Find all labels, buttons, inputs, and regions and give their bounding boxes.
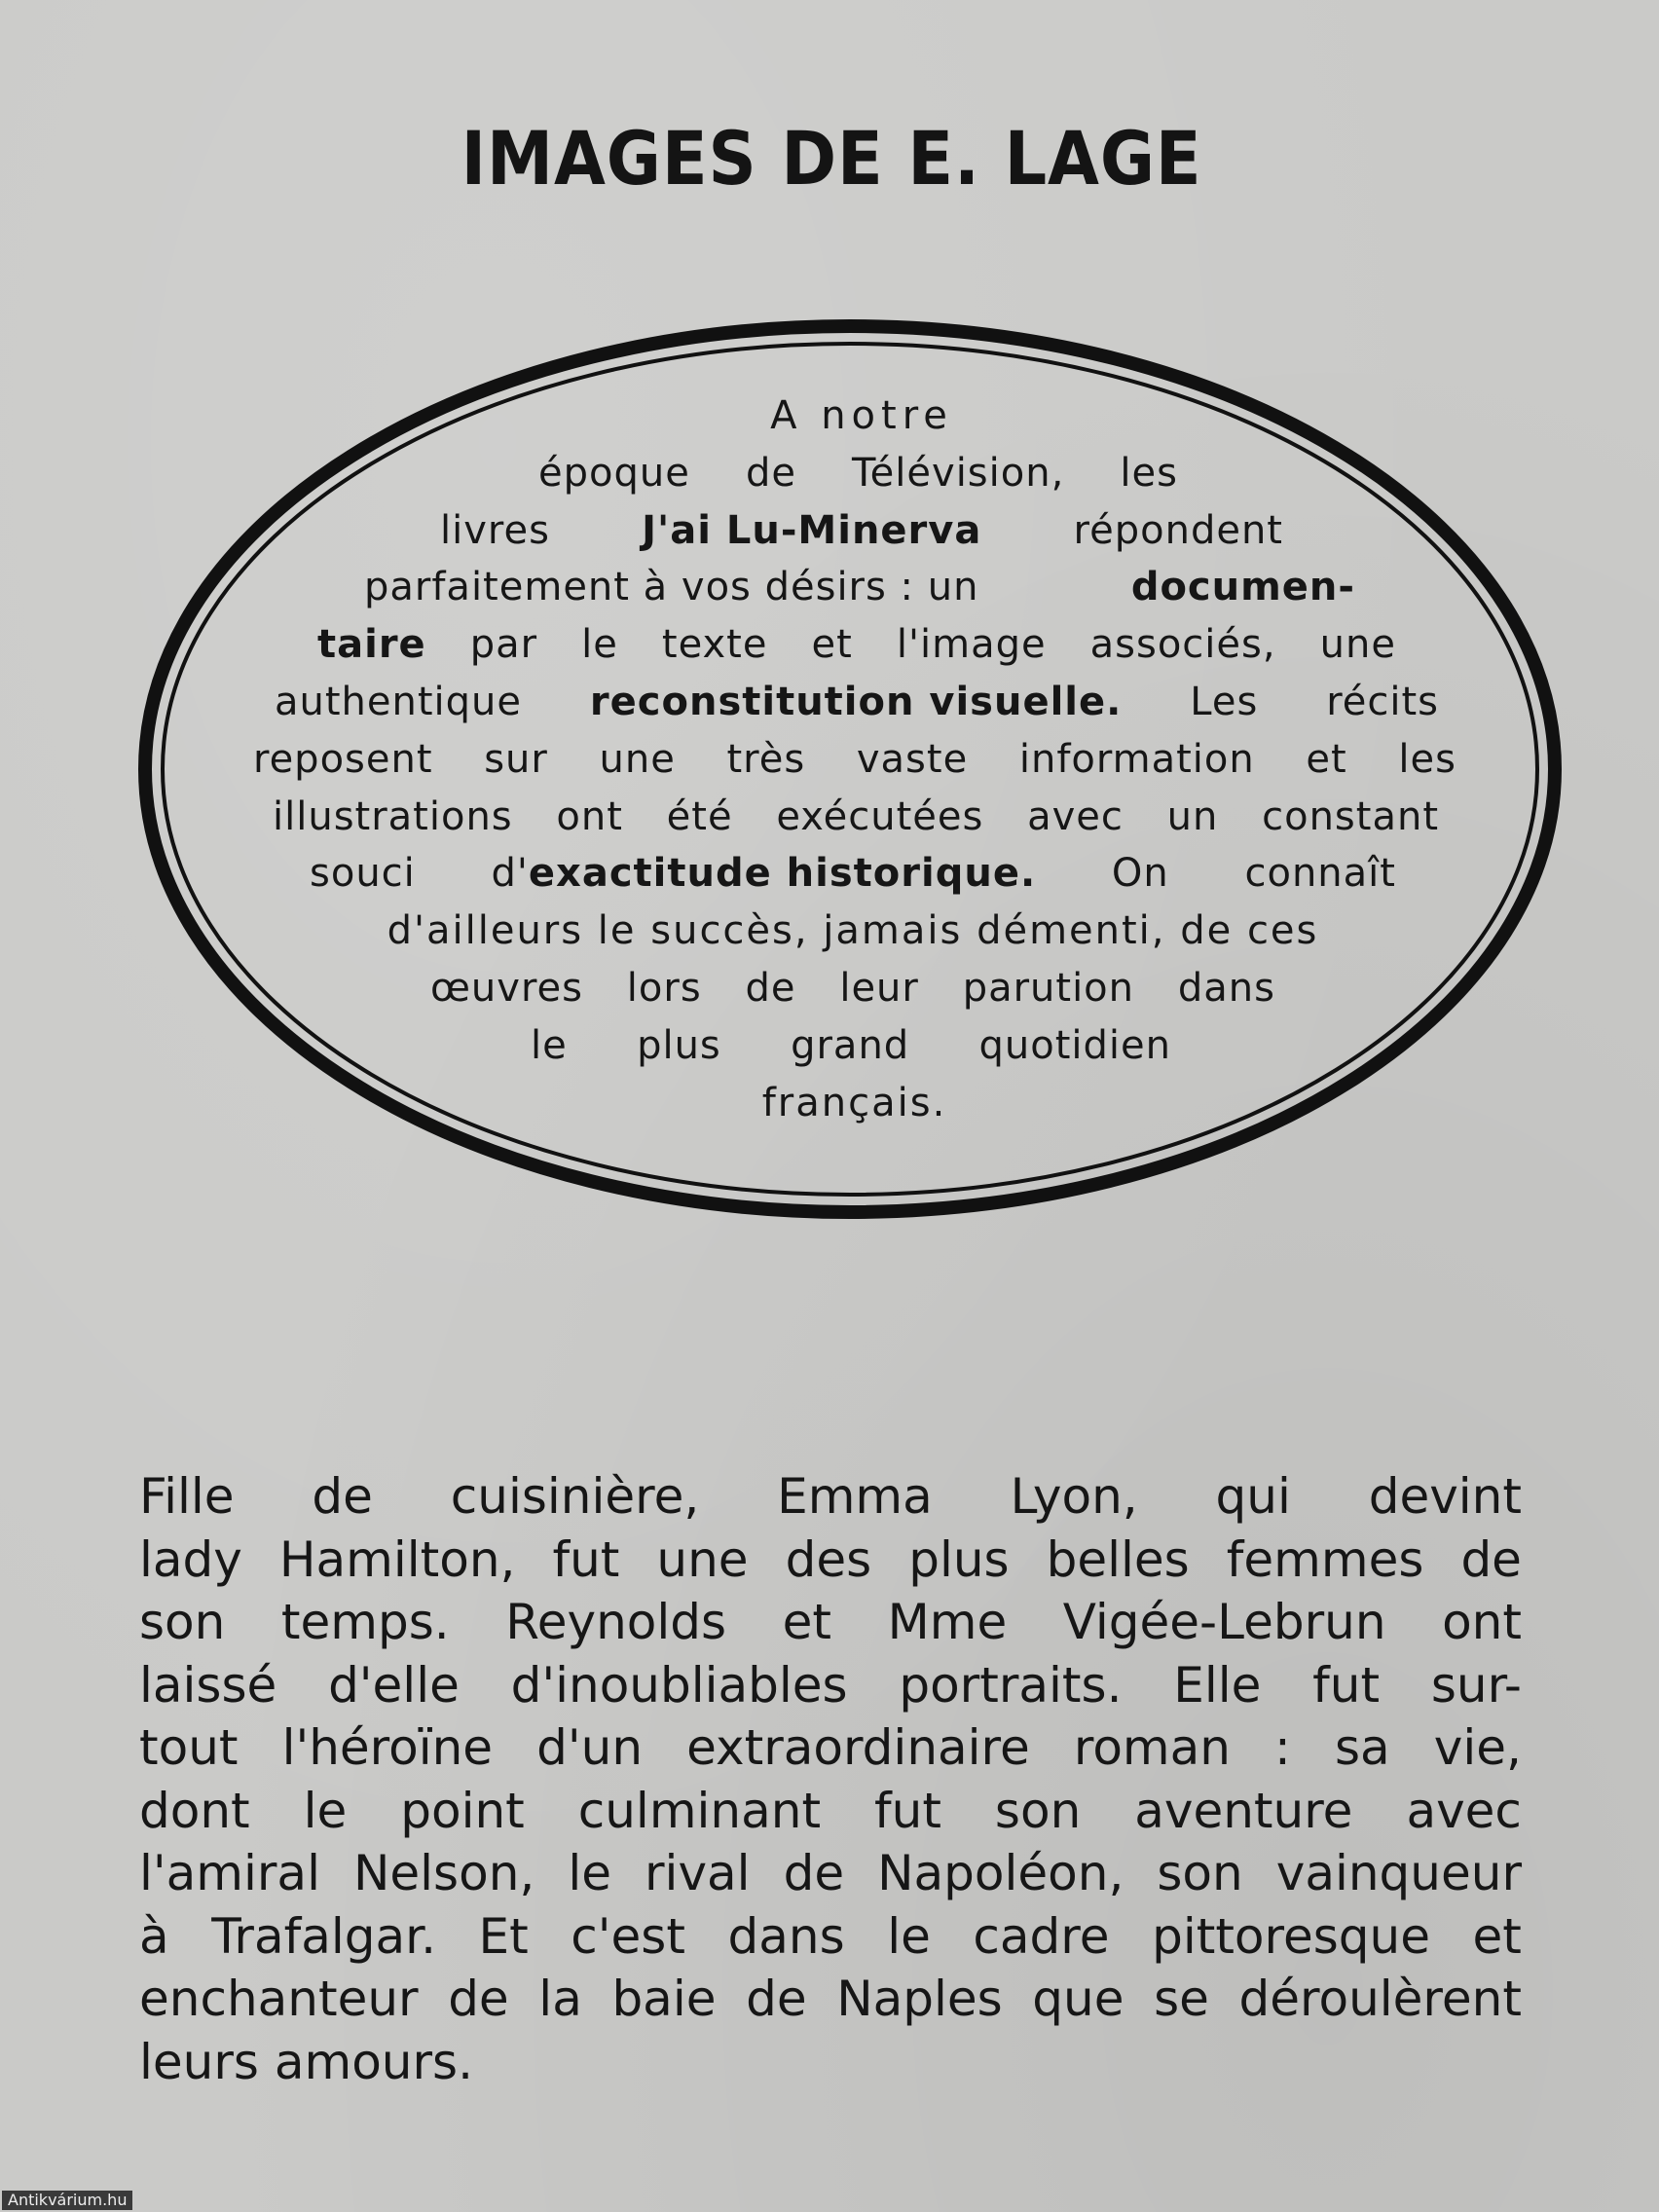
word: Emma: [777, 1468, 933, 1525]
description-line: [139, 1905, 1522, 1969]
word: Reynolds: [505, 1594, 727, 1650]
word: illustrations: [273, 793, 513, 839]
word: portraits.: [899, 1656, 1123, 1714]
word: J'ai Lu-Minerva: [642, 507, 982, 553]
word: point: [400, 1782, 525, 1839]
word: culminant: [577, 1782, 822, 1839]
word: se: [1154, 1971, 1209, 2027]
word: d'ailleurs le succès, jamais démenti, de ces: [387, 908, 1319, 954]
word: lors: [626, 966, 702, 1011]
word: belles: [1046, 1530, 1190, 1588]
word: Fille: [139, 1468, 235, 1525]
description-line: [139, 1465, 1522, 1529]
word: été: [666, 793, 733, 839]
oval-line: [273, 789, 1439, 845]
word: une: [599, 736, 676, 782]
word: grand: [791, 1022, 910, 1068]
word: plus: [908, 1530, 1010, 1588]
word: information: [1018, 736, 1255, 782]
word: livres: [440, 507, 550, 553]
word: associés,: [1089, 622, 1276, 668]
word: l'amiral: [139, 1845, 320, 1901]
word: de: [746, 1971, 807, 2027]
word: par: [469, 622, 538, 668]
word: cadre: [973, 1907, 1110, 1965]
word: rival: [645, 1845, 751, 1901]
word: les: [1398, 736, 1456, 782]
word: et: [811, 622, 853, 668]
word: souci: [310, 851, 416, 897]
word: extraordinaire: [686, 1719, 1030, 1776]
word: dans: [1177, 966, 1275, 1011]
word: fut: [552, 1530, 620, 1588]
word: sa: [1335, 1719, 1390, 1776]
word: le: [531, 1022, 568, 1068]
word: le: [887, 1907, 931, 1965]
word: déroulèrent: [1238, 1971, 1522, 2027]
word: temps.: [280, 1594, 450, 1650]
word: les: [1120, 450, 1178, 496]
word: Lyon,: [1010, 1468, 1138, 1525]
word: le: [303, 1782, 348, 1839]
word: Hamilton,: [278, 1530, 516, 1588]
word: et: [1472, 1907, 1522, 1965]
word: cuisinière,: [450, 1468, 700, 1525]
word: leurs amours.: [139, 2033, 473, 2090]
word: parfaitement à vos désirs : un: [364, 565, 979, 610]
description-line: [139, 1591, 1522, 1654]
word: exécutées: [776, 793, 984, 839]
word: œuvres: [430, 966, 583, 1011]
oval-line: [253, 731, 1456, 788]
oval-line: [430, 960, 1275, 1016]
oval-line: [538, 445, 1178, 501]
word: vie,: [1433, 1719, 1522, 1776]
oval-line: [531, 1017, 1171, 1074]
word: de: [448, 1971, 509, 2027]
word: reposent: [253, 736, 433, 782]
description-line: [139, 2031, 1522, 2094]
word: plus: [637, 1022, 721, 1068]
word: tout: [139, 1719, 239, 1776]
word: texte: [661, 622, 768, 668]
watermark: Antikvárium.hu: [2, 2191, 132, 2210]
word: d'elle: [328, 1656, 460, 1714]
description-line: [139, 1780, 1522, 1843]
word: constant: [1262, 793, 1439, 839]
description-line: [139, 1842, 1522, 1905]
word: roman: [1073, 1719, 1231, 1776]
word: très: [726, 736, 806, 782]
page-title: IMAGES DE E. LAGE: [461, 115, 1202, 202]
word: de: [312, 1468, 373, 1525]
word: de: [783, 1845, 845, 1901]
word: dans: [727, 1907, 845, 1965]
description-line: [139, 1654, 1522, 1717]
word: devint: [1368, 1468, 1522, 1525]
word: lady: [139, 1530, 242, 1588]
word: avec: [1027, 793, 1124, 839]
oval-line: [275, 674, 1439, 730]
word: sur-: [1430, 1656, 1522, 1714]
word: quotidien: [978, 1022, 1171, 1068]
oval-line: [440, 502, 1283, 559]
word: Elle: [1173, 1656, 1262, 1714]
word: l'image: [896, 622, 1047, 668]
word: vaste: [856, 736, 969, 782]
oval-line: [317, 616, 1396, 673]
word: Mme: [887, 1594, 1008, 1650]
word: d'inoubliables: [510, 1656, 848, 1714]
word: enchanteur: [139, 1971, 419, 2027]
word: époque: [538, 450, 690, 496]
oval-line: [735, 1075, 974, 1131]
word: une: [656, 1530, 749, 1588]
word: dont: [139, 1782, 250, 1839]
word: de: [1460, 1530, 1522, 1588]
word: parution: [962, 966, 1135, 1011]
word: Trafalgar.: [211, 1907, 436, 1965]
word: ont: [1442, 1594, 1522, 1650]
word: vainqueur: [1275, 1845, 1522, 1901]
word: laissé: [139, 1656, 277, 1714]
word: une: [1319, 622, 1396, 668]
description-paragraph: [139, 1465, 1522, 2093]
word: sur: [484, 736, 548, 782]
word: qui: [1215, 1468, 1291, 1525]
description-line: [139, 1529, 1522, 1592]
word: répondent: [1073, 507, 1283, 553]
word: Télévision,: [852, 450, 1065, 496]
word: son: [994, 1782, 1082, 1839]
word: français.: [761, 1080, 947, 1125]
word: l'héroïne: [281, 1719, 494, 1776]
word: :: [1274, 1719, 1291, 1776]
word: son: [139, 1594, 226, 1650]
word: fut: [874, 1782, 941, 1839]
word: de: [745, 450, 796, 496]
word: le: [581, 622, 618, 668]
oval-line: [364, 559, 1355, 615]
word: et: [782, 1594, 832, 1650]
word: avec: [1406, 1782, 1522, 1839]
word: c'est: [571, 1907, 685, 1965]
word: On: [1111, 851, 1169, 897]
description-line: [139, 1716, 1522, 1780]
word: son: [1157, 1845, 1243, 1901]
word: baie: [611, 1971, 717, 2027]
word: fut: [1312, 1656, 1381, 1714]
word: documen-: [1130, 565, 1355, 610]
word: aventure: [1134, 1782, 1353, 1839]
word: le: [568, 1845, 611, 1901]
word: femmes: [1226, 1530, 1424, 1588]
word: taire: [317, 622, 426, 668]
word: ont: [556, 793, 623, 839]
word: Vigée-Lebrun: [1062, 1594, 1386, 1650]
word: que: [1032, 1971, 1124, 2027]
word: pittoresque: [1152, 1907, 1430, 1965]
word: d'un: [536, 1719, 644, 1776]
word: à: [139, 1907, 169, 1965]
word: Nelson,: [353, 1845, 535, 1901]
word: et: [1306, 736, 1347, 782]
word: de: [745, 966, 796, 1011]
word: Et: [478, 1907, 529, 1965]
word: connaît: [1244, 851, 1396, 897]
word: reconstitution visuelle.: [589, 680, 1123, 724]
oval-line: [350, 903, 1355, 959]
word: Les: [1190, 680, 1259, 724]
word: un: [1166, 793, 1219, 839]
oval-line: [310, 845, 1396, 902]
word: des: [785, 1530, 872, 1588]
oval-line: [750, 387, 974, 444]
description-line: [139, 1968, 1522, 2031]
word: leur: [839, 966, 919, 1011]
word: Napoléon,: [877, 1845, 1124, 1901]
word: récits: [1326, 680, 1439, 724]
word: authentique: [275, 680, 523, 724]
word: la: [538, 1971, 582, 2027]
word: d'exactitude historique.: [491, 851, 1037, 897]
word: Naples: [836, 1971, 1003, 2027]
word: A notre: [770, 393, 953, 438]
